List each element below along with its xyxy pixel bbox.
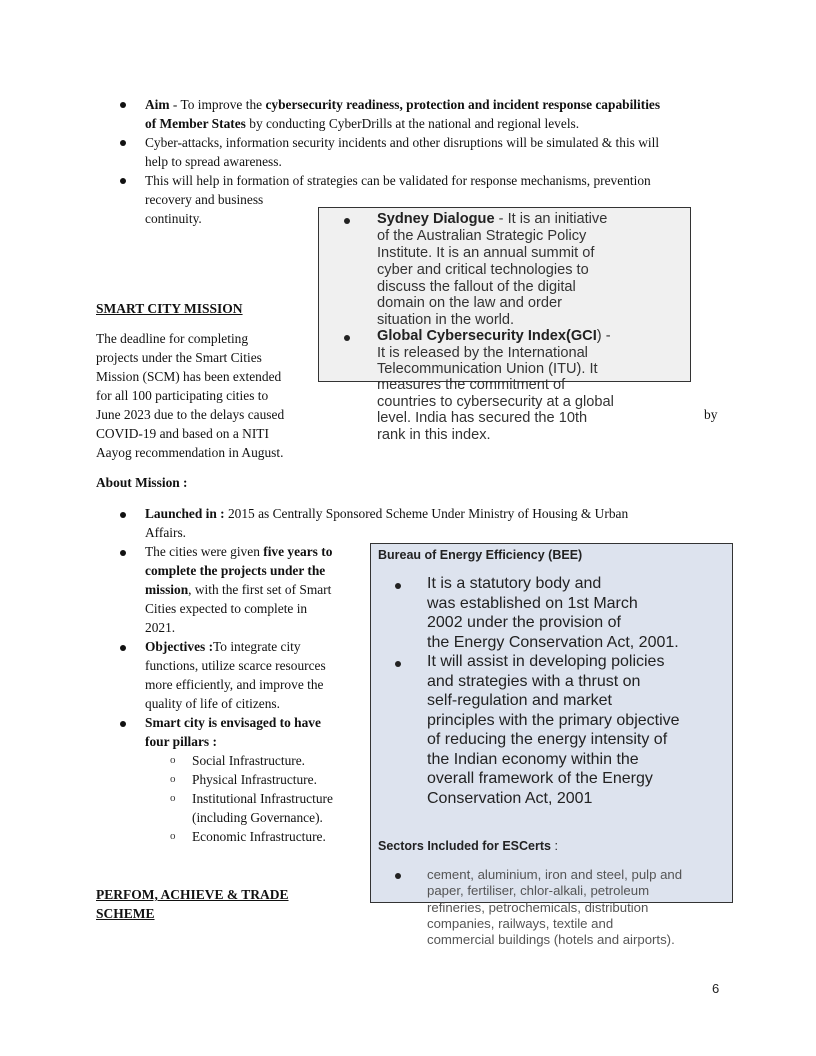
bee-item-1-line: 2002 under the provision of xyxy=(427,614,621,631)
gci-line-2: It is released by the International xyxy=(377,345,588,361)
sydney-line-3: Institute. It is an annual summit of xyxy=(377,245,595,261)
gci-line-6: level. India has secured the 10th xyxy=(377,410,588,426)
strategy-line-3: continuity. xyxy=(145,211,202,226)
bullet-icon xyxy=(395,661,401,667)
bullet-icon xyxy=(120,512,126,518)
sectors-line: paper, fertiliser, chlor-alkali, petroleum xyxy=(427,883,650,898)
sydney-line-7: situation in the world. xyxy=(377,312,515,328)
aim-line-1: Aim - To improve the cybersecurity readiness, protection and incident response capabilities xyxy=(145,97,661,112)
gci-line-7: rank in this index. xyxy=(377,427,491,443)
bullet-icon xyxy=(120,645,126,651)
bullet-icon xyxy=(120,550,126,556)
simulation-line-1: Cyber-attacks, information security incidents and other disruptions will be simulated & this will xyxy=(145,135,660,150)
pillar-item: Physical Infrastructure. xyxy=(192,772,317,787)
gci-line-4: measures the commitment of xyxy=(377,377,566,393)
sectors-line: cement, aluminium, iron and steel, pulp and xyxy=(427,867,683,882)
intro-line: The deadline for completing xyxy=(96,331,249,346)
simulation-line-2: help to spread awareness. xyxy=(145,154,282,169)
pillar-item: Social Infrastructure. xyxy=(192,753,306,768)
smart-city-heading: SMART CITY MISSION xyxy=(96,301,243,316)
bee-item-1-line: It is a statutory body and xyxy=(427,575,602,592)
sectors-heading: Sectors Included for ESCerts : xyxy=(378,839,558,853)
objectives-line-3: more efficiently, and improve the xyxy=(145,677,324,692)
gci-line-5: countries to cybersecurity at a global xyxy=(377,394,614,410)
bee-item-2-line: Conservation Act, 2001 xyxy=(427,790,593,807)
strategy-line-2: recovery and business xyxy=(145,192,264,207)
bee-item-2-line: self-regulation and market xyxy=(427,692,612,709)
circle-bullet-icon: o xyxy=(170,830,176,842)
pat-heading-line-2: SCHEME xyxy=(96,906,155,921)
aim-line-2: of Member States by conducting CyberDrills at the national and regional levels. xyxy=(145,116,580,131)
strategy-line-1: This will help in formation of strategies can be validated for response mechanisms, prevention xyxy=(145,173,651,188)
sectors-line: refineries, petrochemicals, distribution xyxy=(427,900,649,915)
sydney-line-6: domain on the law and order xyxy=(377,295,562,311)
intro-line: for all 100 participating cities to xyxy=(96,388,269,403)
pillars-line-2: four pillars : xyxy=(145,734,217,749)
bee-item-2-line: overall framework of the Energy xyxy=(427,770,653,787)
objectives-line-2: functions, utilize scarce resources xyxy=(145,658,326,673)
bee-item-1-line: was established on 1st March xyxy=(427,595,638,612)
bullet-icon xyxy=(395,583,401,589)
gci-line-3: Telecommunication Union (ITU). It xyxy=(377,361,598,377)
bee-item-2-line: It will assist in developing policies xyxy=(427,653,665,670)
circle-bullet-icon: o xyxy=(170,792,176,804)
intro-overflow-text: by xyxy=(704,407,718,422)
five-years-line-5: 2021. xyxy=(145,620,176,635)
pillar-item-continued: (including Governance). xyxy=(192,810,323,825)
gci-line-1: Global Cybersecurity Index(GCI) - xyxy=(377,328,611,344)
intro-line: Aayog recommendation in August. xyxy=(96,445,284,460)
sydney-line-4: cyber and critical technologies to xyxy=(377,262,589,278)
five-years-line-2: complete the projects under the xyxy=(145,563,326,578)
pat-heading-line-1: PERFOM, ACHIEVE & TRADE xyxy=(96,887,289,902)
five-years-line-3: mission, with the first set of Smart xyxy=(145,582,332,597)
objectives-line-1: Objectives :To integrate city xyxy=(145,639,301,654)
intro-line: June 2023 due to the delays caused xyxy=(96,407,285,422)
bee-item-2-line: the Indian economy within the xyxy=(427,751,639,768)
five-years-line-1: The cities were given five years to xyxy=(145,544,333,559)
pillar-item: Economic Infrastructure. xyxy=(192,829,326,844)
circle-bullet-icon: o xyxy=(170,773,176,785)
intro-line: COVID-19 and based on a NITI xyxy=(96,426,269,441)
bullet-icon xyxy=(395,873,401,879)
sydney-line-1: Sydney Dialogue - It is an initiative xyxy=(377,211,608,227)
bee-item-2-line: of reducing the energy intensity of xyxy=(427,731,668,748)
bullet-icon xyxy=(344,335,350,341)
bullet-icon xyxy=(120,140,126,146)
sydney-line-2: of the Australian Strategic Policy xyxy=(377,228,587,244)
sydney-line-5: discuss the fallout of the digital xyxy=(377,279,576,295)
bee-item-1-line: the Energy Conservation Act, 2001. xyxy=(427,634,679,651)
bullet-icon xyxy=(120,178,126,184)
bee-item-2-line: and strategies with a thrust on xyxy=(427,673,641,690)
bee-item-2-line: principles with the primary objective xyxy=(427,712,680,729)
bullet-icon xyxy=(344,218,350,224)
bullet-icon xyxy=(120,102,126,108)
launched-line-2: Affairs. xyxy=(145,525,187,540)
sectors-line: commercial buildings (hotels and airports). xyxy=(427,932,675,947)
sectors-line: companies, railways, textile and xyxy=(427,916,614,931)
circle-bullet-icon: o xyxy=(170,754,176,766)
pillars-line-1: Smart city is envisaged to have xyxy=(145,715,321,730)
bee-title: Bureau of Energy Efficiency (BEE) xyxy=(378,548,583,562)
bullet-icon xyxy=(120,721,126,727)
intro-line: Mission (SCM) has been extended xyxy=(96,369,282,384)
objectives-line-4: quality of life of citizens. xyxy=(145,696,280,711)
about-mission-heading: About Mission : xyxy=(96,475,188,490)
intro-line: projects under the Smart Cities xyxy=(96,350,262,365)
five-years-line-4: Cities expected to complete in xyxy=(145,601,308,616)
pillar-item: Institutional Infrastructure xyxy=(192,791,333,806)
launched-line-1: Launched in : 2015 as Centrally Sponsored Scheme Under Ministry of Housing & Urban xyxy=(145,506,629,521)
page-number: 6 xyxy=(712,981,720,996)
